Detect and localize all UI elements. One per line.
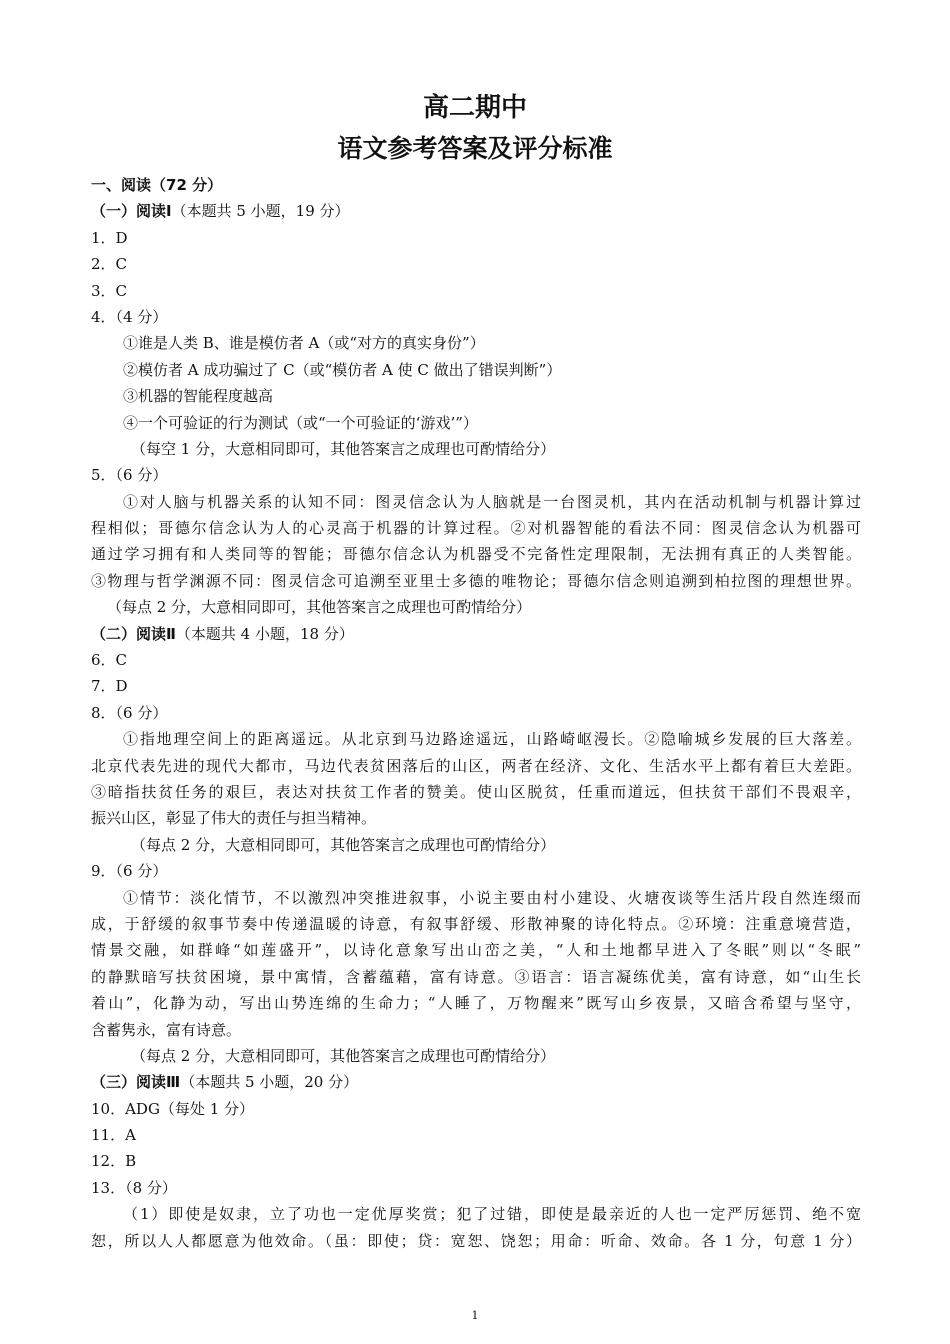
subsection-heading	[91, 198, 861, 224]
answer-text-line: ①指地理空间上的距离遥远。从北京到马边路途遥远，山路崎岖漫长。②隐喻城乡发展的巨大落差。	[123, 730, 861, 749]
answer-text-line: （1）即使是奴隶，立了功也一定优厚奖赏；犯了过错，即使是最亲近的人也一定严厉惩罚、绝不宽	[123, 1205, 861, 1224]
answer-text-line: 北京代表先进的现代大都市，马边代表贫困落后的山区，两者在经济、文化、生活水平上都有着巨大差距。	[91, 756, 861, 775]
answer-item: 10．ADG（每处 1 分）	[91, 1099, 255, 1118]
answer-text-line: 含蓄隽永，富有诗意。	[91, 1020, 242, 1039]
page-number: 1	[471, 1309, 479, 1322]
subsection-title: （三）阅读Ⅲ	[91, 1073, 181, 1092]
answer-item: 5．（6 分）	[91, 466, 168, 485]
subsection-heading	[91, 1069, 861, 1095]
subsection-title: （二）阅读Ⅱ	[91, 624, 176, 643]
answer-point: ①谁是人类 B、谁是模仿者 A（或“对方的真实身份”）	[123, 334, 485, 353]
answer-text-line: ③暗指扶贫任务的艰巨，表达对扶贫工作者的赞美。使山区脱贫，任重而道远，但扶贫干部们不畏艰辛，	[91, 782, 861, 801]
answer-item: 7．D	[91, 677, 128, 696]
answer-item: 1．D	[91, 228, 128, 247]
scoring-note: （每空 1 分，大意相同即可，其他答案言之成理也可酌情给分）	[131, 439, 556, 458]
answer-content	[91, 172, 861, 1254]
answer-text-line: 程相似；哥德尔信念认为人的心灵高于机器的计算过程。②对机器智能的看法不同：图灵信念认为机器可	[91, 519, 861, 538]
answer-text-line: 通过学习拥有和人类同等的智能；哥德尔信念认为机器受不完备性定理限制，无法拥有真正的人类智能。	[91, 545, 861, 564]
answer-item: 9．（6 分）	[91, 862, 168, 881]
answer-item: 2．C	[91, 255, 128, 274]
answer-item: 8．（6 分）	[91, 703, 168, 722]
subsection-title: （一）阅读Ⅰ	[91, 202, 172, 221]
subsection-heading	[91, 621, 861, 647]
scoring-note: （每点 2 分，大意相同即可，其他答案言之成理也可酌情给分）	[107, 598, 532, 617]
answer-text-line: 恕，所以人人都愿意为他效命。（虽：即使；贷：宽恕、饶恕；用命：听命、效命。各 1 分，句意 1 分）	[91, 1231, 861, 1250]
answer-item: 3．C	[91, 281, 128, 300]
scoring-note: （每点 2 分，大意相同即可，其他答案言之成理也可酌情给分）	[131, 1046, 556, 1065]
section-heading: 一、阅读（72 分）	[91, 176, 223, 194]
answer-text-line: ①对人脑与机器关系的认知不同：图灵信念认为人脑就是一台图灵机，其内在活动机制与机器计算过	[123, 492, 861, 511]
answer-text-line: 成，于舒缓的叙事节奏中传递温暖的诗意，有叙事舒缓、形散神聚的诗化特点。②环境：注重意境营造，	[91, 914, 861, 933]
page-subtitle: 语文参考答案及评分标准	[337, 134, 613, 163]
answer-point: ③机器的智能程度越高	[123, 387, 274, 406]
page-title: 高二期中	[422, 93, 527, 123]
answer-text-line: 振兴山区，彰显了伟大的责任与担当精神。	[91, 809, 377, 828]
answer-item: 13．（8 分）	[91, 1178, 177, 1197]
subsection-note: （本题共 5 小题，19 分）	[171, 202, 350, 221]
scoring-note: （每点 2 分，大意相同即可，其他答案言之成理也可酌情给分）	[131, 835, 556, 854]
answer-text-line: ①情节：淡化情节，不以激烈冲突推进叙事，小说主要由村小建设、火塘夜谈等生活片段自然连缀而	[123, 888, 861, 907]
subsection-note: （本题共 5 小题，20 分）	[180, 1073, 359, 1092]
answer-item: 6．C	[91, 651, 128, 670]
subsection-note: （本题共 4 小题，18 分）	[175, 624, 354, 643]
answer-item: 11．A	[91, 1126, 136, 1145]
answer-point: ④一个可验证的行为测试（或“一个可验证的‘游戏’”）	[123, 413, 478, 432]
answer-item: 4．（4 分）	[91, 307, 168, 326]
answer-text-line: 着山”，化静为动，写出山势连绵的生命力；“人睡了，万物醒来”既写山乡夜景，又暗含希望与坚守，	[91, 994, 861, 1013]
answer-text-line: ③物理与哲学渊源不同：图灵信念可追溯至亚里士多德的唯物论；哥德尔信念则追溯到柏拉图的理想世界。	[91, 571, 861, 590]
answer-text-line: 情景交融，如群峰“如莲盛开”，以诗化意象写出山峦之美，“人和土地都早进入了冬眠”则以“冬眠”	[91, 941, 861, 960]
answer-text-line: 的静默暗写扶贫困境，景中寓情，含蓄蕴藉，富有诗意。③语言：语言凝练优美，富有诗意，如“山生长	[91, 967, 861, 986]
answer-item: 12．B	[91, 1152, 137, 1171]
answer-point: ②模仿者 A 成功骗过了 C（或“模仿者 A 使 C 做出了错误判断”）	[123, 360, 562, 379]
